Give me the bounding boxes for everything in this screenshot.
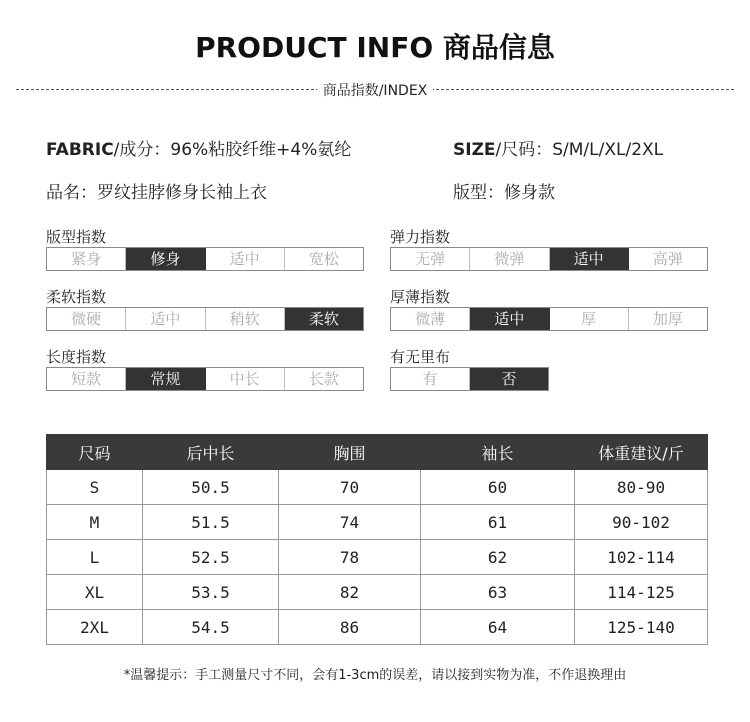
- table-body: [47, 470, 708, 645]
- index-option: 长款: [308, 370, 339, 388]
- size-table: [46, 434, 708, 645]
- table-header-cell: 后中长: [143, 435, 279, 470]
- product-name: 品名：罗纹挂脖修身长袖上衣: [46, 183, 267, 203]
- index-option: 微硬: [47, 308, 126, 330]
- index-option: 柔软: [285, 308, 363, 330]
- table-cell: 61: [421, 505, 575, 540]
- size-key: SIZE: [453, 140, 496, 160]
- index-option: 适中: [550, 248, 629, 270]
- index-scale: [46, 247, 364, 271]
- index-label: 厚薄指数: [390, 288, 451, 306]
- table-cell: XL: [47, 575, 143, 610]
- index-option: 无弹: [391, 248, 470, 270]
- table-cell: 90-102: [575, 505, 708, 540]
- table-cell: 78: [279, 540, 421, 575]
- table-cell: 74: [279, 505, 421, 540]
- table-cell: 86: [279, 610, 421, 645]
- table-cell: 64: [421, 610, 575, 645]
- index-option: 宽松: [308, 250, 339, 268]
- index-scale: [390, 307, 708, 331]
- table-header-cell: 袖长: [421, 435, 575, 470]
- table-cell: 52.5: [143, 540, 279, 575]
- index-option: 微薄: [391, 308, 470, 330]
- fabric-key: FABRIC: [46, 140, 114, 160]
- table-header-cell: 体重建议/斤: [575, 435, 708, 470]
- size-info: [453, 135, 663, 160]
- size-value: /尺码：S/M/L/XL/2XL: [495, 140, 664, 160]
- table-header-row: [47, 435, 708, 470]
- index-option: 适中: [206, 248, 285, 270]
- notice-text: *温馨提示：手工测量尺寸不同，会有1-3cm的误差，请以接到实物为准，不作退换理由: [123, 668, 627, 683]
- index-label: 长度指数: [46, 348, 107, 366]
- index-option: 稍软: [206, 308, 285, 330]
- index-option: 有: [391, 368, 470, 390]
- table-row: [47, 575, 708, 610]
- index-label: 弹力指数: [390, 228, 451, 246]
- table-header-cell: 胸围: [279, 435, 421, 470]
- table-cell: S: [47, 470, 143, 505]
- index-option: 微弹: [470, 248, 549, 270]
- table-cell: L: [47, 540, 143, 575]
- table-cell: 50.5: [143, 470, 279, 505]
- table-row: [47, 610, 708, 645]
- index-option: 紧身: [47, 248, 126, 270]
- table-cell: 54.5: [143, 610, 279, 645]
- table-cell: 82: [279, 575, 421, 610]
- index-scale: [46, 307, 364, 331]
- table-cell: 60: [421, 470, 575, 505]
- index-option: 常规: [126, 368, 205, 390]
- section-subtitle: [0, 80, 750, 100]
- fit-info: 版型：修身款: [453, 183, 555, 203]
- table-header-cell: 尺码: [47, 435, 143, 470]
- index-label: 柔软指数: [46, 288, 107, 306]
- table-cell: 2XL: [47, 610, 143, 645]
- table-row: [47, 505, 708, 540]
- table-cell: 114-125: [575, 575, 708, 610]
- table-cell: 80-90: [575, 470, 708, 505]
- index-option: 高弹: [652, 250, 683, 268]
- index-label: 版型指数: [46, 228, 107, 246]
- index-option: 厚: [550, 308, 629, 330]
- table-cell: 51.5: [143, 505, 279, 540]
- page-title: PRODUCT INFO 商品信息: [195, 31, 555, 64]
- fabric-info: [46, 135, 351, 160]
- index-option: 中长: [206, 368, 285, 390]
- table-cell: 125-140: [575, 610, 708, 645]
- table-cell: 63: [421, 575, 575, 610]
- table-cell: M: [47, 505, 143, 540]
- fabric-value: /成分：96%粘胶纤维+4%氨纶: [113, 140, 352, 160]
- table-row: [47, 470, 708, 505]
- table-cell: 70: [279, 470, 421, 505]
- table-cell: 53.5: [143, 575, 279, 610]
- index-option: 修身: [126, 248, 205, 270]
- index-option: 适中: [470, 308, 549, 330]
- index-label: 有无里布: [390, 348, 451, 366]
- index-option: 短款: [47, 368, 126, 390]
- index-scale: [390, 247, 708, 271]
- index-option: 适中: [126, 308, 205, 330]
- table-cell: 62: [421, 540, 575, 575]
- index-scale: [46, 367, 364, 391]
- table-row: [47, 540, 708, 575]
- table-cell: 102-114: [575, 540, 708, 575]
- index-scale: [390, 367, 549, 391]
- index-option: 否: [470, 368, 548, 390]
- section-subtitle-text: 商品指数/INDEX: [317, 83, 434, 99]
- index-option: 加厚: [652, 310, 683, 328]
